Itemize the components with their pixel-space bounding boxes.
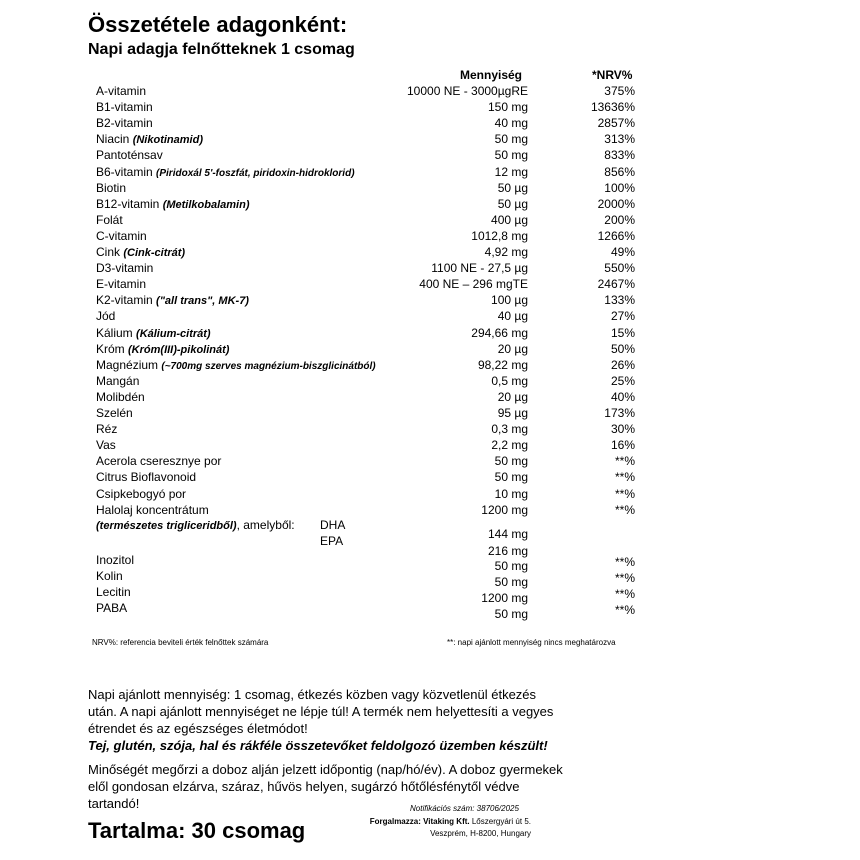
nutrient-nrv: 173% (604, 406, 635, 420)
nutrient-amount: 40 µg (497, 309, 528, 324)
nutrient-nrv: **% (614, 470, 635, 485)
nutrient-name (96, 438, 116, 452)
nutrient-name-text: Réz (96, 422, 118, 437)
nutrient-amount: 1200 mg (481, 502, 528, 517)
nutrient-nrv: **% (614, 587, 635, 601)
table-row (0, 326, 860, 342)
table-row (0, 197, 860, 213)
table-row (0, 374, 860, 390)
usage-instructions (88, 686, 568, 754)
nutrient-name-text: Citrus Bioflavonoid (96, 470, 197, 485)
nutrient-name (96, 326, 211, 340)
nutrient-name-text: C-vitamin (96, 228, 147, 243)
nutrient-nrv: 375% (604, 84, 635, 98)
nutrient-nrv: 2000% (597, 196, 635, 211)
nutrient-name-text: B2-vitamin (96, 116, 153, 131)
nutrient-name (96, 132, 203, 146)
nutrient-amount: 20 µg (497, 341, 528, 356)
nutrient-note: (Króm(III)-pikolinát) (128, 343, 230, 356)
table-row (0, 245, 860, 261)
nutrient-nrv: 550% (604, 261, 635, 276)
nutrient-nrv: **% (614, 502, 635, 517)
nutrient-amount: 50 mg (494, 575, 528, 589)
table-row (0, 601, 860, 621)
nutrient-nrv: 15% (610, 325, 635, 340)
nutrient-name (96, 374, 139, 388)
nutrient-amount: 400 NE – 296 mgTE (419, 277, 528, 292)
distributor-address-line2: Veszprém, H-8200, Hungary (430, 829, 531, 838)
table-row (0, 454, 860, 470)
nutrient-name (96, 422, 117, 436)
nutrient-name-text: Króm (96, 341, 125, 356)
nutrient-nrv: 49% (610, 245, 635, 259)
nutrient-amount: 95 µg (497, 406, 528, 420)
nutrient-amount: 50 mg (494, 470, 528, 485)
nutrient-name (96, 84, 146, 98)
nutrient-amount: 0,3 mg (491, 422, 528, 437)
table-row (0, 487, 860, 503)
nutrient-note: ("all trans", MK-7) (156, 295, 249, 308)
nutrient-name: Lecitin (96, 585, 131, 599)
nutrient-amount: 2,2 mg (491, 438, 528, 453)
nutrient-name-text: Szelén (96, 406, 133, 420)
notification-number: Notifikációs szám: 38706/2025 (410, 804, 519, 813)
nutrient-name (96, 261, 153, 275)
nutrient-amount: 12 mg (494, 164, 528, 179)
table-row (0, 213, 860, 229)
table-row (0, 181, 860, 197)
nutrient-name-text: B12-vitamin (96, 196, 160, 211)
nutrient-name (96, 470, 196, 484)
nutrient-name (96, 454, 221, 468)
page-title: Összetétele adagonként: (88, 12, 348, 37)
table-row (0, 569, 860, 589)
nutrient-amount: 4,92 mg (484, 245, 528, 259)
nutrient-name-text: B6-vitamin (96, 164, 153, 179)
nutrient-name (96, 487, 186, 501)
allergen-warning: Tej, glutén, szója, hal és rákféle összetevőket feldolgozó üzemben készült! (88, 738, 548, 753)
nutrient-name-text: Cink (96, 245, 121, 259)
nutrient-amount: 400 µg (491, 212, 528, 227)
nutrient-nrv: 133% (604, 293, 635, 308)
nutrient-amount: 40 mg (494, 116, 528, 131)
nutrient-name (96, 358, 376, 372)
nutrient-name-text: Niacin (96, 132, 130, 147)
table-row (0, 165, 860, 181)
page-subtitle: Napi adagja felnőtteknek 1 csomag (88, 41, 355, 58)
nutrient-amount: 98,22 mg (477, 357, 528, 372)
nutrient-amount: 50 mg (494, 607, 528, 621)
nutrient-name-text: Molibdén (96, 389, 145, 404)
table-row (0, 116, 860, 132)
table-row (0, 100, 860, 116)
table-row (0, 342, 860, 358)
nutrient-nrv: 40% (610, 389, 635, 404)
nutrient-name (96, 148, 163, 162)
nutrient-nrv: 100% (604, 180, 635, 195)
nutrient-name-text: D3-vitamin (96, 261, 154, 276)
table-row (0, 261, 860, 277)
table-row (0, 438, 860, 454)
nutrient-name-text: A-vitamin (96, 84, 147, 98)
nutrient-name-text: Halolaj koncentrátum (96, 502, 209, 517)
nutrient-nrv: **% (614, 555, 635, 569)
table-row (0, 553, 860, 573)
nutrient-nrv: 200% (604, 212, 635, 227)
table-row (0, 309, 860, 325)
nutrient-name-text: Folát (96, 212, 123, 227)
nutrient-nrv: 16% (610, 438, 635, 453)
distributor-address-line1: Lőszergyári út 5. (471, 817, 531, 826)
distributor-info (356, 816, 531, 840)
nutrient-nrv: 27% (610, 309, 635, 324)
nutrient-name (96, 229, 147, 243)
nutrient-nrv: 50% (610, 341, 635, 356)
table-row (0, 390, 860, 406)
nutrient-amount: 50 µg (497, 196, 528, 211)
nutrient-amount: 50 mg (494, 454, 528, 469)
table-row (0, 406, 860, 422)
nutrient-note: (Cink-citrát) (123, 247, 186, 259)
nutrient-nrv: 2857% (597, 116, 635, 131)
nutrient-nrv: 856% (604, 164, 635, 179)
nutrient-name (96, 213, 123, 227)
nutrient-amount: 10 mg (494, 486, 528, 501)
nutrient-name-text: B1-vitamin (96, 100, 153, 115)
nutrient-amount: 50 mg (494, 132, 528, 147)
nutrient-amount: 1012,8 mg (471, 228, 528, 243)
nutrient-nrv: 2467% (597, 277, 635, 292)
nutrient-nrv: 25% (610, 373, 635, 388)
fish-oil-suffix: , amelyből: (236, 518, 295, 532)
nutrient-nrv: 26% (610, 357, 635, 372)
nutrient-nrv: **% (614, 454, 635, 469)
stars-footnote: **: napi ajánlott mennyiség nincs meghatározva (447, 638, 616, 647)
distributor-label: Forgalmazza: Vitaking Kft. (369, 817, 470, 826)
nutrient-amount: 50 mg (494, 559, 528, 573)
table-row (0, 293, 860, 309)
nutrient-name (96, 406, 133, 420)
nutrient-nrv: **% (614, 603, 635, 617)
nutrient-amount: 150 mg (487, 100, 528, 115)
nutrient-amount: 50 µg (497, 180, 528, 195)
nutrient-nrv: **% (614, 486, 635, 501)
nutrient-name (96, 116, 153, 130)
nutrient-name-text: Csipkebogyó por (96, 486, 187, 501)
table-row (0, 422, 860, 438)
nutrient-name (96, 390, 145, 404)
nutrient-name (96, 197, 250, 211)
dha-amount: 144 mg (487, 527, 528, 541)
nutrient-note: (Metilkobalamin) (162, 198, 250, 211)
nutrient-nrv: 1266% (597, 228, 635, 243)
storage-instructions: Minőségét megőrzi a doboz alján jelzett időpontig (nap/hó/év). A doboz gyermekek elől gondosan elzárva, száraz, hűvös helyen, sugárzó hőtőlésfénytől védve tartandó! (88, 762, 563, 811)
table-row (0, 470, 860, 486)
nutrient-nrv: 313% (604, 132, 635, 147)
nutrient-name (96, 181, 126, 195)
nutrient-name: Kolin (96, 569, 123, 583)
nutrient-name (96, 342, 229, 356)
nutrient-amount: 1200 mg (481, 591, 528, 605)
nutrient-amount: 20 µg (497, 389, 528, 404)
table-row (0, 148, 860, 164)
nutrient-nrv: 833% (604, 148, 635, 163)
nutrient-name (96, 293, 249, 307)
nutrient-name-text: Acerola cseresznye por (96, 454, 222, 469)
table-row (0, 503, 860, 519)
table-row (0, 277, 860, 293)
nutrient-nrv: 30% (610, 422, 635, 437)
nutrient-name-text: Biotin (96, 180, 127, 195)
nutrient-name-text: Mangán (96, 373, 140, 388)
nrv-footnote: NRV%: referencia beviteli érték felnőttek számára (92, 638, 269, 647)
nutrient-name (96, 503, 209, 517)
table-row (0, 229, 860, 245)
table-row (0, 84, 860, 100)
nutrient-name (96, 245, 185, 259)
table-row (0, 132, 860, 148)
nutrient-name: PABA (96, 601, 128, 615)
amount-column-header: Mennyiség (460, 68, 523, 82)
nutrient-note: (~700mg szerves magnézium-biszglicinátból) (161, 360, 376, 372)
nutrient-name-text: Vas (96, 438, 116, 453)
table-row (0, 585, 860, 605)
package-content: Tartalma: 30 csomag (88, 818, 306, 843)
nutrient-name-text: K2-vitamin (96, 293, 153, 308)
nutrient-amount: 100 µg (491, 293, 528, 308)
nutrient-name (96, 165, 355, 179)
nutrient-amount: 1100 NE - 27,5 µg (431, 261, 528, 276)
nutrient-amount: 50 mg (494, 148, 528, 163)
nutrient-name-text: Pantoténsav (96, 148, 163, 163)
nutrient-note: (Nikotinamid) (132, 134, 203, 147)
nutrient-amount: 0,5 mg (491, 373, 528, 388)
nutrient-name (96, 277, 146, 291)
nutrient-name: Inozitol (96, 553, 135, 567)
epa-amount: 216 mg (487, 544, 528, 558)
nutrient-nrv: **% (614, 571, 635, 585)
epa-label: EPA (320, 534, 344, 548)
usage-text: Napi ajánlott mennyiség: 1 csomag, étkezés közben vagy közvetlenül étkezés után. A napi ajánlott mennyiséget ne lépje túl! A termék nem helyettesíti a vegyes étrendet és az egészséges életmódot! (88, 687, 554, 736)
nutrient-name-text: E-vitamin (96, 277, 147, 292)
fish-oil-note: (természetes trigliceridből) (96, 520, 237, 532)
nutrient-name (96, 100, 153, 114)
nutrient-name (96, 309, 115, 323)
nutrient-name-text: Kálium (96, 325, 133, 340)
nutrient-name-text: Jód (96, 309, 116, 324)
nutrient-name-text: Magnézium (96, 357, 159, 372)
dha-label: DHA (320, 518, 346, 532)
table-row (0, 358, 860, 374)
nutrient-note: (Kálium-citrát) (136, 327, 211, 340)
nrv-column-header: *NRV% (592, 68, 633, 82)
nutrient-amount: 10000 NE - 3000µgRE (407, 84, 528, 98)
nutrient-amount: 294,66 mg (471, 325, 528, 340)
nutrient-nrv: 13636% (590, 100, 635, 115)
nutrient-note: (Piridoxál 5'-foszfát, piridoxin-hidroklorid) (156, 167, 355, 179)
